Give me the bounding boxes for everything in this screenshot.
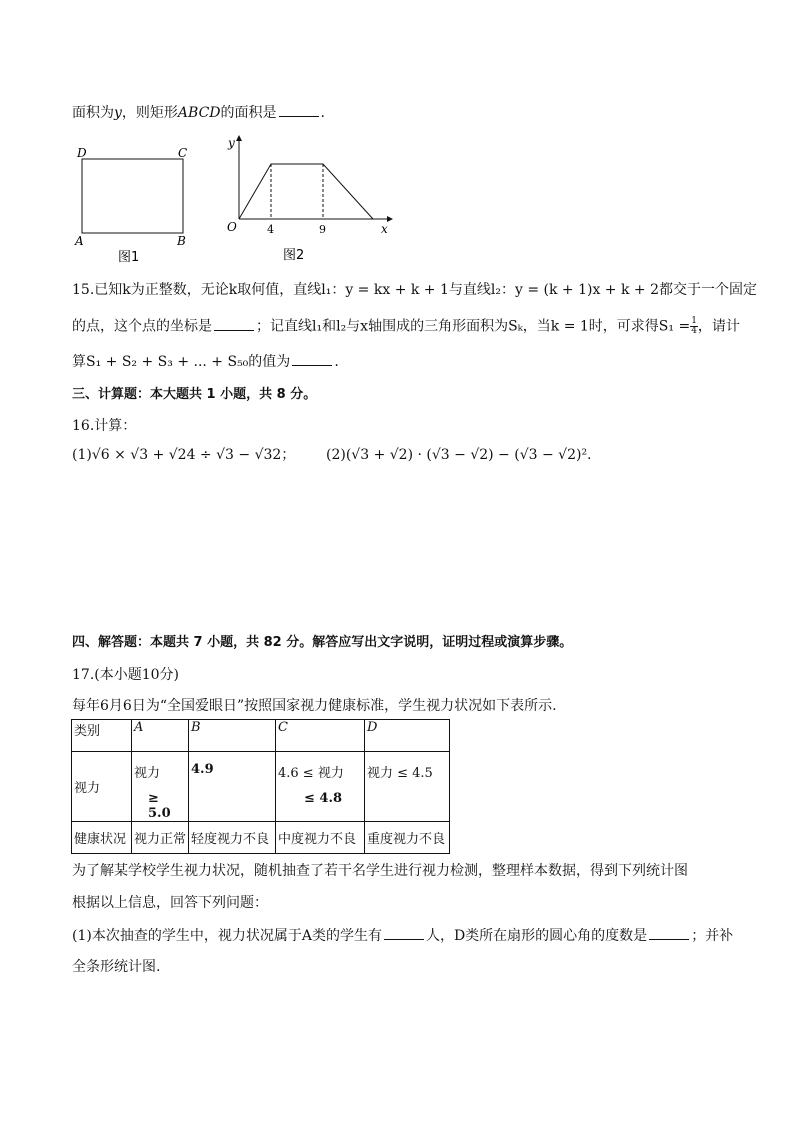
q17-sub1-c: ；并补 — [691, 928, 734, 944]
figure2-graph — [225, 133, 395, 263]
table-row — [72, 822, 450, 854]
table-cell: 重度视力不良 — [365, 822, 450, 854]
cell-line: 视力 ≤ 4.5 — [367, 766, 433, 781]
y-axis-arrow — [236, 135, 242, 141]
rectangle-abcd — [82, 159, 183, 233]
intro-middle: ，则矩形 — [121, 105, 178, 121]
label-a: A — [75, 234, 84, 248]
table-cell: 轻度视力不良 — [189, 822, 276, 854]
q15-line1: 15.已知k为正整数，无论k取何值，直线l₁：y = kx + k + 1与直线l₂：y = (k + 1)x + k + 2都交于一个固定 — [72, 282, 758, 298]
vision-table — [71, 719, 450, 854]
table-cell — [276, 752, 365, 822]
table-cell: A — [132, 720, 189, 752]
q17-text2: 根据以上信息，回答下列问题： — [72, 895, 268, 911]
table-row — [72, 720, 450, 752]
label-b: B — [177, 234, 186, 248]
intro-prefix: 面积为 — [72, 105, 114, 121]
table-cell — [189, 752, 276, 822]
q17-blank-1 — [384, 927, 424, 940]
q17-title: 17.(本小题10分) — [72, 667, 180, 683]
section3-heading: 三、计算题：本大题共 1 小题，共 8 分。 — [72, 387, 317, 402]
q17-blank-2 — [649, 927, 689, 940]
cell-line: 视力 — [134, 766, 161, 781]
intro-rect: ABCD — [177, 105, 221, 121]
q15-line2-b: ；记直线l₁和l₂与x轴围成的三角形面积为Sₖ，当k = 1时，可求得S₁ = — [256, 318, 691, 335]
tick-9: 9 — [319, 223, 326, 236]
table-cell: 视力正常 — [132, 822, 189, 854]
x-axis-arrow — [387, 216, 393, 222]
q15-fraction — [690, 317, 698, 336]
q15-line2-a: 的点，这个点的坐标是 — [72, 318, 212, 335]
fraction-numerator: 1 — [691, 316, 697, 326]
table-cell — [132, 752, 189, 822]
intro-line — [72, 104, 325, 122]
q15-line3 — [72, 353, 339, 371]
fraction-denominator: 4 — [691, 326, 697, 336]
function-graph — [239, 164, 373, 219]
q15-line3-a: 算S₁ + S₂ + S₃ + ... + S₅₀的值为 — [72, 354, 291, 370]
section4-heading: 四、解答题：本题共 7 小题，共 82 分。解答应写出文字说明，证明过程或演算步骤。 — [72, 635, 573, 650]
q15-blank-1 — [214, 318, 254, 331]
x-axis-label: x — [381, 222, 388, 236]
figure2-caption: 图2 — [283, 248, 305, 263]
y-axis-label: y — [228, 136, 235, 150]
table-cell: D — [365, 720, 450, 752]
q15-line2 — [72, 317, 740, 336]
cell-line: 4.6 ≤ 视力 — [278, 766, 344, 781]
q17-sub1-a: (1)本次抽查的学生中，视力状况属于A类的学生有 — [72, 928, 382, 944]
table-row — [72, 752, 450, 822]
table-cell: B — [189, 720, 276, 752]
figure1-caption: 图1 — [118, 250, 140, 265]
label-c: C — [178, 146, 188, 160]
tick-4: 4 — [267, 223, 274, 236]
table-cell: 中度视力不良 — [276, 822, 365, 854]
q15-line3-b: . — [334, 354, 339, 370]
intro-end: . — [320, 105, 325, 121]
q17-sub1-b: 人，D类所在扇形的圆心角的度数是 — [425, 928, 648, 944]
table-cell: 视力 — [72, 752, 132, 822]
q16-part2: (2)(√3 + √2) · (√3 − √2) − (√3 − √2)². — [326, 447, 592, 463]
q17-text1: 为了解某学校学生视力状况，随机抽查了若干名学生进行视力检测，整理样本数据，得到下列统计图 — [72, 863, 688, 879]
table-cell — [365, 752, 450, 822]
q17-sub1 — [72, 927, 733, 945]
q15-line2-c: ，请计 — [697, 318, 740, 335]
q15-blank-2 — [292, 353, 332, 366]
q17-sub1-continued: 全条形统计图. — [72, 959, 161, 975]
table-cell: 健康状况 — [72, 822, 132, 854]
figure1-rectangle — [70, 145, 210, 265]
intro-var: y — [114, 105, 122, 121]
q17-intro: 每年6月6日为“全国爱眼日”按照国家视力健康标准，学生视力状况如下表所示. — [72, 698, 557, 714]
table-cell: C — [276, 720, 365, 752]
q16-part1: (1)√6 × √3 + √24 ÷ √3 − √32； — [72, 447, 296, 463]
cell-line: ≤ 4.8 — [304, 791, 343, 806]
origin-label: O — [227, 220, 237, 234]
answer-blank — [279, 104, 319, 117]
intro-suffix: 的面积是 — [220, 105, 277, 121]
table-cell: 类别 — [72, 720, 132, 752]
q16-title: 16.计算： — [72, 418, 137, 434]
label-d: D — [77, 146, 87, 160]
cell-line: ≥ 5.0 — [148, 791, 171, 821]
cell-line: 4.9 — [191, 762, 214, 777]
